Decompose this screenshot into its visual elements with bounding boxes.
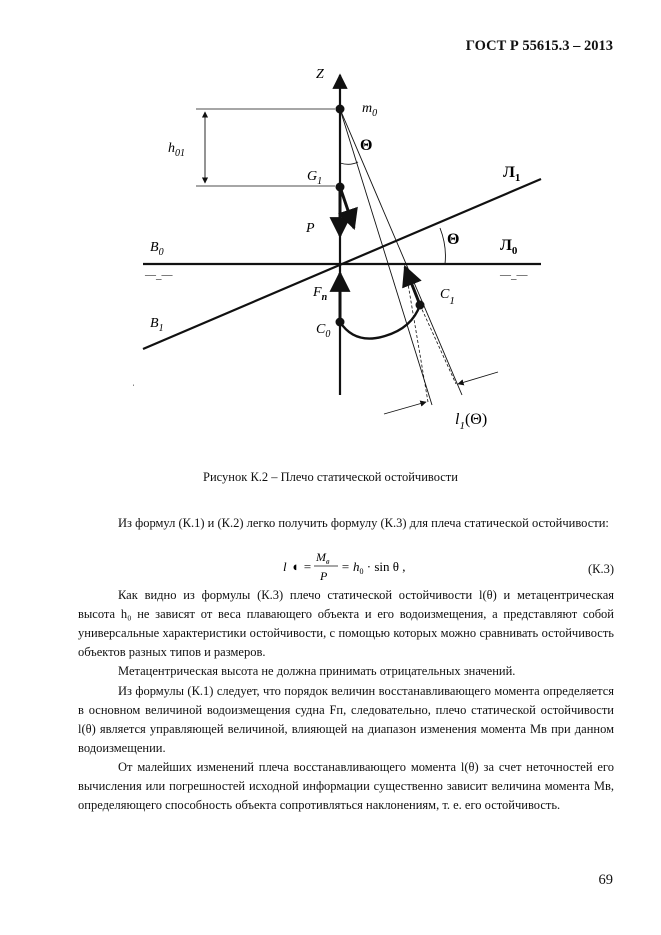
formula-expression [283, 549, 483, 583]
label-stray-mark: ˌ [132, 376, 135, 386]
label-wl-left: —_— [145, 269, 173, 281]
arm-arrow-right [458, 372, 498, 384]
svg-text:P: P [320, 569, 328, 583]
formula-k3 [78, 549, 614, 583]
point-g1 [336, 183, 345, 192]
label-c1: $C_1$ [440, 287, 455, 307]
label-fn: $F_п$ [313, 285, 328, 303]
label-b0: $B_0$ [150, 240, 164, 258]
inclined-axis-line [340, 109, 432, 405]
svg-text:l: l [283, 559, 287, 574]
svg-text:= h0 · sin θ ,: = $h_0 \cdot \sin \theta$ , [341, 559, 406, 576]
paragraph-sensitivity: От малейших изменений плеча восстанавливающего момента l(θ) за счет неточностей его вычисления или погрешностей исходной информации существенно зависит величина момента Mв, определяющего способность объекта сопротивляться наклонениям, т. е. его остойчивость. [78, 760, 614, 812]
formula-number: (К.3) [587, 562, 614, 576]
paragraph-displacement: Из формулы (К.1) следует, что порядок величин восстанавливающего момента определяется в основном величиной водоизмещения судна Fп, следовательно, плечо статической остойчивости l(θ) является управляющей величиной, влияющей на диапазон изменения момента Mв при данном водоизмещении. [78, 684, 614, 755]
svg-text:=: = [303, 559, 312, 574]
label-l1-line: $Л_1$ [503, 164, 521, 184]
svg-text:◖: ◖ [291, 559, 299, 574]
label-l0-line: $Л_0$ [500, 237, 518, 257]
label-wl-right: —_— [500, 269, 528, 281]
figure-caption: Рисунок К.2 – Плечо статической остойчивости [203, 470, 458, 484]
label-c0: $C_0$ [316, 322, 331, 340]
document-header: ГОСТ Р 55615.3 – 2013 [465, 38, 613, 54]
label-g1: $G_1$ [307, 169, 323, 187]
label-arm: $l_1(\Theta)$ [455, 411, 488, 432]
paragraph-metacentric: Метацентрическая высота не должна принимать отрицательных значений. [118, 664, 516, 678]
label-h01: $h_{01}$ [168, 141, 185, 159]
label-theta-top: Θ [360, 137, 373, 154]
page-number: 69 [598, 872, 613, 888]
arm-extension-left [405, 266, 428, 402]
arm-extension-right [420, 305, 456, 384]
theta-arc-top [340, 162, 358, 164]
buoyancy-center-curve [340, 305, 420, 339]
label-theta-right: Θ [447, 231, 460, 248]
label-p: P [306, 221, 315, 236]
buoyancy-arrow-c1 [405, 267, 420, 305]
point-m0 [336, 105, 345, 114]
label-b1: $B_1$ [150, 316, 164, 334]
weight-arrow-inclined [340, 187, 354, 228]
point-c0 [336, 318, 345, 327]
theta-arc-right [440, 228, 445, 264]
point-c1 [416, 301, 425, 310]
buoyancy-line [340, 109, 462, 395]
stability-arm-diagram [0, 0, 661, 460]
svg-text:Mв: $M_в$ [316, 550, 330, 566]
paragraph-universal: Как видно из формулы (К.3) плечо статической остойчивости l(θ) и метацентрическая высота h₀ не зависят от веса плавающего объекта и его водоизмещения, а представляют собой универсальные характеристики остойчивости, с помощью которых можно сравнивать остойчивость объектов разных типов и размеров. [78, 588, 614, 659]
arm-arrow-left [384, 402, 426, 414]
paragraph-intro: Из формул (К.1) и (К.2) легко получить формулу (К.3) для плеча статической остойчивости: [118, 516, 609, 530]
label-m0: $m_0$ [362, 101, 378, 119]
label-z: Z [316, 67, 324, 82]
